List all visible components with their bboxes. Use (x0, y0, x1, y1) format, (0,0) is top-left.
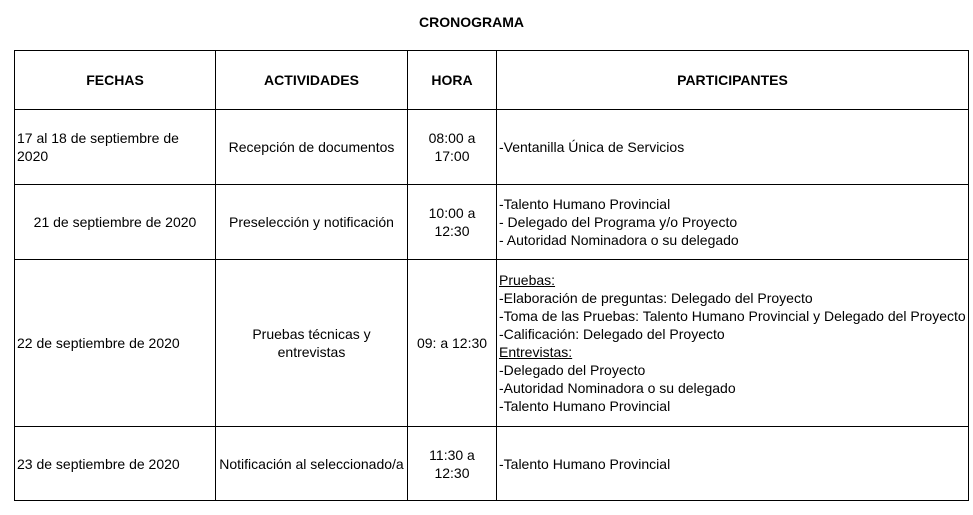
section-label-pruebas: Pruebas: (499, 272, 556, 288)
hora-line: 10:00 a (428, 205, 476, 221)
table-row (15, 110, 969, 185)
participante-line: -Delegado del Proyecto (499, 362, 646, 378)
fecha-cell: 21 de septiembre de 2020 (15, 185, 216, 260)
fecha-cell: 17 al 18 de septiembre de 2020 (15, 110, 216, 185)
section-label-entrevistas: Entrevistas: (499, 344, 573, 360)
header-hora: HORA (408, 51, 497, 110)
hora-cell (408, 427, 497, 501)
hora-line: 12:30 (434, 223, 470, 239)
participante-line: - Autoridad Nominadora o su delegado (499, 232, 739, 248)
participantes-cell (497, 185, 969, 260)
actividad-cell: Pruebas técnicas y entrevistas (216, 260, 408, 427)
participantes-cell (497, 427, 969, 501)
table-row (15, 260, 969, 427)
schedule-table (14, 50, 969, 501)
actividad-cell: Preselección y notificación (216, 185, 408, 260)
participante-line: -Toma de las Pruebas: Talento Humano Provincial y Delegado del Proyecto (499, 308, 966, 324)
hora-line: 12:30 (434, 464, 470, 481)
participante-line: -Ventanilla Única de Servicios (499, 139, 685, 155)
participantes-cell (497, 110, 969, 185)
header-participantes: PARTICIPANTES (497, 51, 969, 110)
actividad-cell: Notificación al seleccionado/a (216, 427, 408, 501)
page-title: CRONOGRAMA (419, 14, 524, 30)
fecha-cell: 22 de septiembre de 2020 (15, 260, 216, 427)
participante-line: - Delegado del Programa y/o Proyecto (499, 214, 738, 230)
hora-cell (408, 185, 497, 260)
table-row (15, 427, 969, 501)
actividad-cell: Recepción de documentos (216, 110, 408, 185)
header-actividades: ACTIVIDADES (216, 51, 408, 110)
hora-line: 17:00 (434, 148, 470, 164)
hora-cell (408, 110, 497, 185)
fecha-cell: 23 de septiembre de 2020 (15, 427, 216, 501)
hora-line: 08:00 a (428, 130, 476, 146)
table-header-row (15, 51, 969, 110)
participante-line: -Talento Humano Provincial (499, 196, 671, 212)
participantes-cell (497, 260, 969, 427)
participante-line: -Talento Humano Provincial (499, 398, 671, 414)
hora-line: 11:30 a (429, 446, 475, 463)
participante-line: -Talento Humano Provincial (499, 455, 671, 472)
hora-line: 09: a 12:30 (416, 335, 488, 351)
participante-line: -Calificación: Delegado del Proyecto (499, 326, 725, 342)
table-row (15, 185, 969, 260)
participante-line: -Elaboración de preguntas: Delegado del Proyecto (499, 290, 813, 306)
participante-line: -Autoridad Nominadora o su delegado (499, 380, 736, 396)
hora-cell (408, 260, 497, 427)
header-fechas: FECHAS (15, 51, 216, 110)
